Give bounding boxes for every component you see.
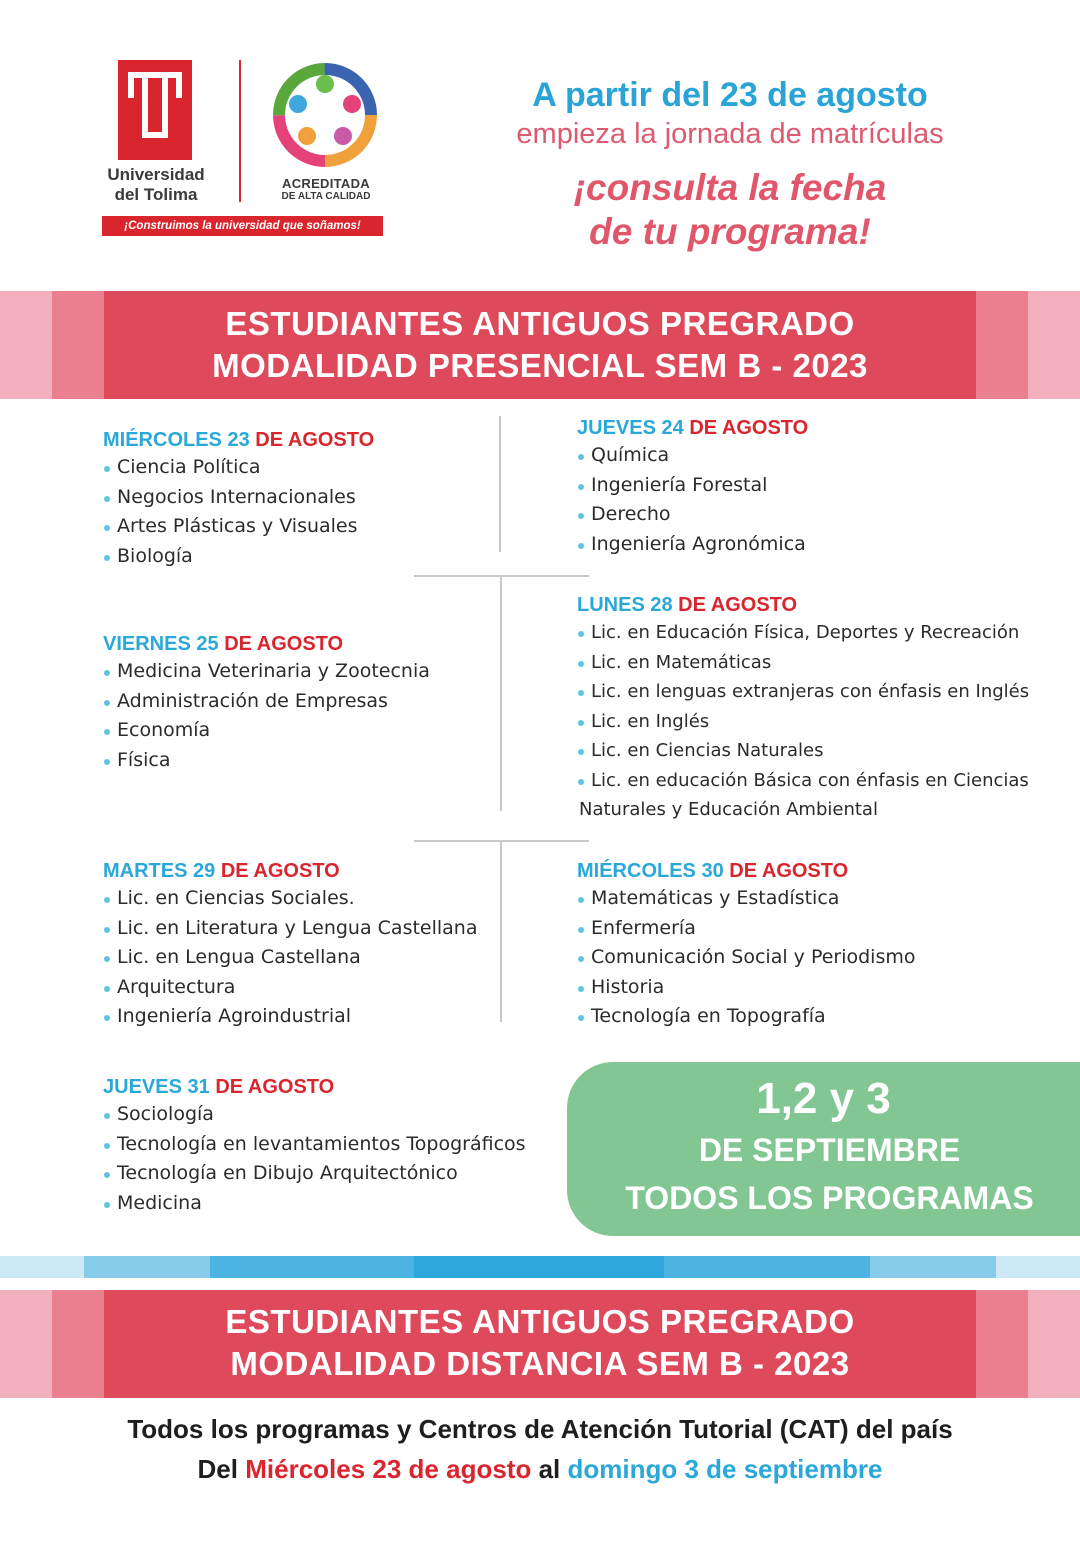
logo-divider [239,60,241,202]
program-item: Lic. en Lengua Castellana [103,943,478,973]
program-item: Lic. en Ciencias Naturales [577,736,1029,766]
presencial-banner [0,291,1080,399]
program-item: Tecnología en Dibujo Arquitectónico [103,1159,526,1189]
accreditation-circle-icon [270,60,380,170]
program-item: Lic. en Ciencias Sociales. [103,884,478,914]
program-list [577,884,916,1032]
september-scope: TODOS LOS PROGRAMAS [625,1180,1034,1216]
program-item: Negocios Internacionales [103,483,374,513]
program-item: Sociología [103,1100,526,1130]
day-block-mie23 [103,427,374,571]
day-title: LUNES 28 DE AGOSTO [577,594,798,616]
day-title: MIÉRCOLES 23 DE AGOSTO [103,429,375,451]
presencial-banner-line1: ESTUDIANTES ANTIGUOS PREGRADO [225,305,855,342]
accreditation-title: ACREDITADA [282,176,370,191]
day-block-mie30 [577,858,916,1032]
footer-end-date: domingo 3 de septiembre [567,1454,883,1484]
distancia-banner-line1: ESTUDIANTES ANTIGUOS PREGRADO [225,1303,855,1340]
program-item: Lic. en lenguas extranjeras con énfasis en Inglés [577,677,1029,707]
program-item: Biología [103,542,374,572]
program-item: Enfermería [577,914,916,944]
program-item: Matemáticas y Estadística [577,884,916,914]
university-slogan: ¡Construimos la universidad que soñamos! [102,216,383,236]
program-item: Administración de Empresas [103,687,430,717]
university-name: Universidad del Tolima [107,165,205,204]
day-block-mar29 [103,858,478,1032]
program-item: Medicina Veterinaria y Zootecnia [103,657,430,687]
footer-start-date: Miércoles 23 de agosto [245,1454,532,1484]
program-list [103,884,478,1032]
day-block-lun28 [577,592,1029,825]
program-item: Arquitectura [103,973,478,1003]
program-item: Ingeniería Agroindustrial [103,1002,478,1032]
distancia-banner [0,1290,1080,1398]
day-block-jue24 [577,415,808,559]
day-title: JUEVES 31 DE AGOSTO [103,1076,335,1098]
day-block-vie25 [103,631,430,775]
footer-scope: Todos los programas y Centros de Atención Tutorial (CAT) del país [127,1414,953,1444]
program-item: Ciencia Política [103,453,374,483]
day-title: MARTES 29 DE AGOSTO [103,860,340,882]
program-item: Ingeniería Agronómica [577,530,808,560]
accreditation-subtitle: DE ALTA CALIDAD [281,191,371,202]
divider-vertical [500,842,502,1022]
program-list [577,441,808,559]
program-item: Artes Plásticas y Visuales [103,512,374,542]
divider-vertical [499,416,501,552]
day-title: JUEVES 24 DE AGOSTO [577,417,809,439]
program-item: Ingeniería Forestal [577,471,808,501]
footer-dates: Del Miércoles 23 de agosto al domingo 3 de septiembre [197,1454,883,1484]
day-title: MIÉRCOLES 30 DE AGOSTO [577,860,849,882]
decorative-stripe [0,1256,1080,1278]
september-days: 1,2 y 3 [756,1074,891,1123]
program-list [103,453,374,571]
program-item: Economía [103,716,430,746]
program-item: Lic. en educación Básica con énfasis en Ciencias [577,766,1029,796]
cta-text: ¡consulta la fecha de tu programa! [573,167,887,252]
program-item-continuation: Naturales y Educación Ambiental [579,799,878,820]
distancia-banner-line2: MODALIDAD DISTANCIA SEM B - 2023 [230,1345,850,1382]
program-item: Física [103,746,430,776]
program-item: Tecnología en Topografía [577,1002,916,1032]
program-item: Lic. en Educación Física, Deportes y Recreación [577,618,1029,648]
program-list [103,1100,526,1218]
headline: A partir del 23 de agosto [532,76,928,114]
program-item: Lic. en Literatura y Lengua Castellana [103,914,478,944]
program-item: Historia [577,973,916,1003]
program-item: Derecho [577,500,808,530]
program-item: Tecnología en levantamientos Topográficos [103,1130,526,1160]
program-item: Lic. en Inglés [577,707,1029,737]
program-list [103,657,430,775]
program-item: Medicina [103,1189,526,1219]
divider-vertical [500,577,502,811]
day-title: VIERNES 25 DE AGOSTO [103,633,344,655]
program-item: Lic. en Matemáticas [577,648,1029,678]
program-list [577,618,1029,795]
presencial-banner-line2: MODALIDAD PRESENCIAL SEM B - 2023 [212,347,868,384]
program-item: Comunicación Social y Periodismo [577,943,916,973]
university-logo-mark [118,60,192,160]
subheadline: empieza la jornada de matrículas [516,118,944,150]
program-item: Química [577,441,808,471]
day-block-jue31 [103,1074,526,1218]
september-month: DE SEPTIEMBRE [698,1132,961,1168]
